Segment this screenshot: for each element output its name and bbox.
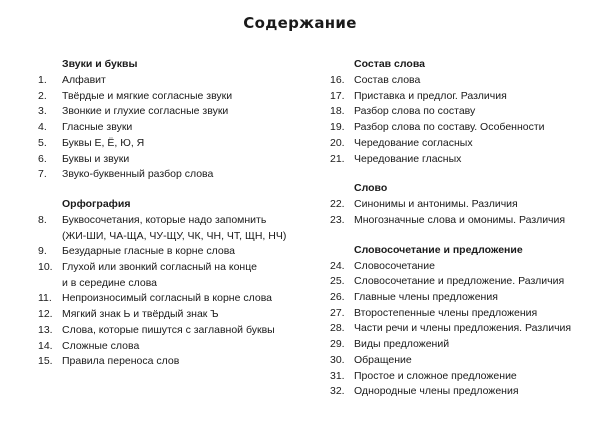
toc-item[interactable]: [330, 152, 595, 168]
toc-item-title: [354, 213, 595, 229]
toc-item-number: 5.: [38, 136, 47, 149]
toc-item-number: 17.: [330, 89, 345, 102]
section-title: Звуки и буквы: [62, 58, 138, 70]
toc-item-number: 27.: [330, 306, 345, 319]
toc-item-title-line: Правила переноса слов: [62, 355, 180, 368]
toc-item-number: 16.: [330, 74, 345, 86]
toc-item-title: [354, 306, 595, 322]
toc-item-number: 29.: [330, 338, 345, 351]
toc-item-title-line: Буквы и звуки: [62, 152, 130, 165]
toc-item-number: 31.: [330, 369, 345, 382]
toc-item-number: 7.: [38, 168, 47, 181]
toc-item[interactable]: [330, 306, 595, 322]
toc-item-title: [354, 152, 595, 168]
toc-item[interactable]: [38, 244, 308, 260]
toc-item-title: [354, 384, 595, 400]
toc-item-number: 20.: [330, 136, 345, 149]
toc-item-title-line: Простое и сложное предложение: [354, 369, 517, 382]
toc-item[interactable]: [38, 104, 308, 120]
toc-item[interactable]: [330, 384, 595, 400]
toc-item-title: [354, 73, 595, 89]
toc-item[interactable]: [330, 89, 595, 105]
toc-item-title: [62, 73, 308, 89]
toc-item-title-line: (ЖИ-ШИ, ЧА-ЩА, ЧУ-ЩУ, ЧК, ЧН, ЧТ, ЩН, НЧ): [62, 229, 287, 242]
toc-section: [38, 197, 308, 370]
toc-item-title-line: Состав слова: [354, 74, 421, 86]
toc-item[interactable]: [330, 353, 595, 369]
toc-item[interactable]: [330, 274, 595, 290]
toc-item[interactable]: [330, 197, 595, 213]
section-title: Слово: [354, 182, 388, 195]
toc-item-title-line: Синонимы и антонимы. Различия: [354, 198, 518, 211]
toc-section: [38, 57, 308, 183]
toc-item-title: [354, 274, 595, 290]
toc-item-number: 15.: [38, 355, 53, 368]
toc-item-title: [62, 152, 308, 168]
toc-item-number: 3.: [38, 105, 47, 118]
toc-item[interactable]: [38, 323, 308, 339]
toc-item-title: [62, 120, 308, 136]
toc-item-number: 18.: [330, 105, 345, 118]
toc-item-title-line: Многозначные слова и омонимы. Различия: [354, 213, 566, 226]
toc-item-number: 4.: [38, 121, 47, 134]
toc-item-number: 12.: [38, 308, 53, 321]
toc-item-title-line: Звонкие и глухие согласные звуки: [62, 105, 229, 118]
toc-item-title-line: Обращение: [354, 353, 412, 366]
page-title: Содержание: [243, 14, 357, 32]
toc-item-title-line: Твёрдые и мягкие согласные звуки: [62, 89, 233, 102]
toc-item[interactable]: [38, 339, 308, 355]
toc-item-number: 13.: [38, 323, 53, 336]
toc-item-number: 30.: [330, 353, 345, 366]
toc-item-title-line: Чередование согласных: [354, 136, 473, 149]
toc-item-number: 23.: [330, 213, 345, 226]
section-title: Словосочетание и предложение: [354, 243, 523, 256]
toc-item-title-line: Буквосочетания, которые надо запомнить: [62, 213, 267, 226]
toc-item-title-line: Алфавит: [62, 74, 106, 86]
toc-item-number: 8.: [38, 213, 47, 226]
toc-item-title: [62, 260, 308, 291]
toc-item[interactable]: [38, 354, 308, 370]
toc-item[interactable]: [330, 136, 595, 152]
toc-item[interactable]: [330, 369, 595, 385]
toc-item-title: [62, 104, 308, 120]
toc-item[interactable]: [330, 213, 595, 229]
toc-item-title: [62, 167, 308, 183]
toc-item-title: [354, 104, 595, 120]
toc-item[interactable]: [330, 290, 595, 306]
toc-item[interactable]: [330, 321, 595, 337]
toc-item-title: [354, 197, 595, 213]
toc-item-number: 2.: [38, 89, 47, 102]
toc-item[interactable]: [38, 152, 308, 168]
toc-item-number: 14.: [38, 339, 53, 352]
toc-item-title-line: Безударные гласные в корне слова: [62, 245, 235, 258]
toc-item-title: [62, 307, 308, 323]
toc-item-number: 32.: [330, 385, 345, 398]
toc-section: [330, 57, 595, 167]
toc-item-number: 10.: [38, 261, 53, 274]
toc-item-title: [354, 136, 595, 152]
toc-item-title-line: Буквы Е, Ё, Ю, Я: [62, 136, 145, 149]
toc-item-title: [354, 353, 595, 369]
toc-item-title-line: Глухой или звонкий согласный на конце: [62, 261, 257, 274]
toc-item-title-line: Виды предложений: [354, 338, 450, 351]
toc-item-number: 25.: [330, 275, 345, 288]
toc-section: [330, 243, 595, 400]
toc-item-title-line: Главные члены предложения: [354, 291, 498, 304]
toc-item[interactable]: [330, 120, 595, 136]
toc-item-number: 24.: [330, 259, 345, 272]
toc-right-column: [330, 57, 595, 414]
toc-item[interactable]: [38, 291, 308, 307]
toc-item[interactable]: [38, 260, 308, 291]
toc-item-title: [354, 337, 595, 353]
toc-item-title-line: Чередование гласных: [354, 152, 462, 165]
toc-item-title: [354, 89, 595, 105]
toc-item-number: 1.: [38, 74, 47, 86]
toc-item-number: 9.: [38, 245, 47, 258]
toc-item-title-line: Мягкий знак Ь и твёрдый знак Ъ: [62, 308, 219, 321]
toc-item-number: 26.: [330, 291, 345, 304]
toc-item[interactable]: [330, 73, 595, 89]
toc-item-number: 28.: [330, 322, 345, 335]
toc-item-title-line: Однородные члены предложения: [354, 385, 519, 398]
toc-section: [330, 181, 595, 228]
section-title: Состав слова: [354, 58, 425, 70]
toc-item[interactable]: [38, 213, 308, 244]
toc-item-title: [354, 120, 595, 136]
toc-item-title-line: Части речи и члены предложения. Различия: [354, 322, 572, 335]
toc-item-title-line: Слова, которые пишутся с заглавной буквы: [62, 323, 275, 336]
toc-item-title: [62, 323, 308, 339]
toc-item-number: 21.: [330, 152, 345, 165]
toc-item-title: [62, 244, 308, 260]
toc-item-title: [62, 291, 308, 307]
toc-item-title-line: Непроизносимый согласный в корне слова: [62, 292, 272, 305]
toc-item-title: [62, 89, 308, 105]
toc-item[interactable]: [330, 104, 595, 120]
toc-item-title: [62, 136, 308, 152]
toc-item-title-line: Звуко-буквенный разбор слова: [62, 168, 214, 181]
toc-item[interactable]: [38, 307, 308, 323]
toc-item-title: [62, 339, 308, 355]
toc-item-title-line: Словосочетание и предложение. Различия: [354, 275, 565, 288]
toc-item-title: [354, 259, 595, 275]
section-title: Орфография: [62, 197, 131, 210]
toc-item[interactable]: [330, 337, 595, 353]
toc-item-number: 11.: [38, 292, 52, 305]
toc-item-title: [354, 290, 595, 306]
toc-item[interactable]: [38, 120, 308, 136]
toc-item-title: [354, 321, 595, 337]
toc-item-title-line: Сложные слова: [62, 339, 140, 352]
toc-item[interactable]: [38, 167, 308, 183]
toc-item-title: [62, 213, 308, 244]
toc-item-title: [62, 354, 308, 370]
toc-item-title-line: Словосочетание: [354, 259, 435, 272]
toc-item-title-line: и в середине слова: [62, 276, 157, 289]
toc-item[interactable]: [330, 259, 595, 275]
toc-item-number: 6.: [38, 152, 47, 165]
toc-item-title-line: Приставка и предлог. Различия: [354, 89, 507, 102]
toc-item-title-line: Разбор слова по составу. Особенности: [354, 121, 545, 134]
toc-item-number: 19.: [330, 121, 345, 134]
toc-item-title-line: Второстепенные члены предложения: [354, 306, 538, 319]
toc-item-title: [354, 369, 595, 385]
toc-item-title-line: Гласные звуки: [62, 121, 133, 134]
toc-item[interactable]: [38, 136, 308, 152]
toc-left-column: [38, 57, 308, 384]
toc-item[interactable]: [38, 73, 308, 89]
toc-item-title-line: Разбор слова по составу: [354, 105, 476, 118]
toc-item-number: 22.: [330, 198, 345, 211]
toc-item[interactable]: [38, 89, 308, 105]
